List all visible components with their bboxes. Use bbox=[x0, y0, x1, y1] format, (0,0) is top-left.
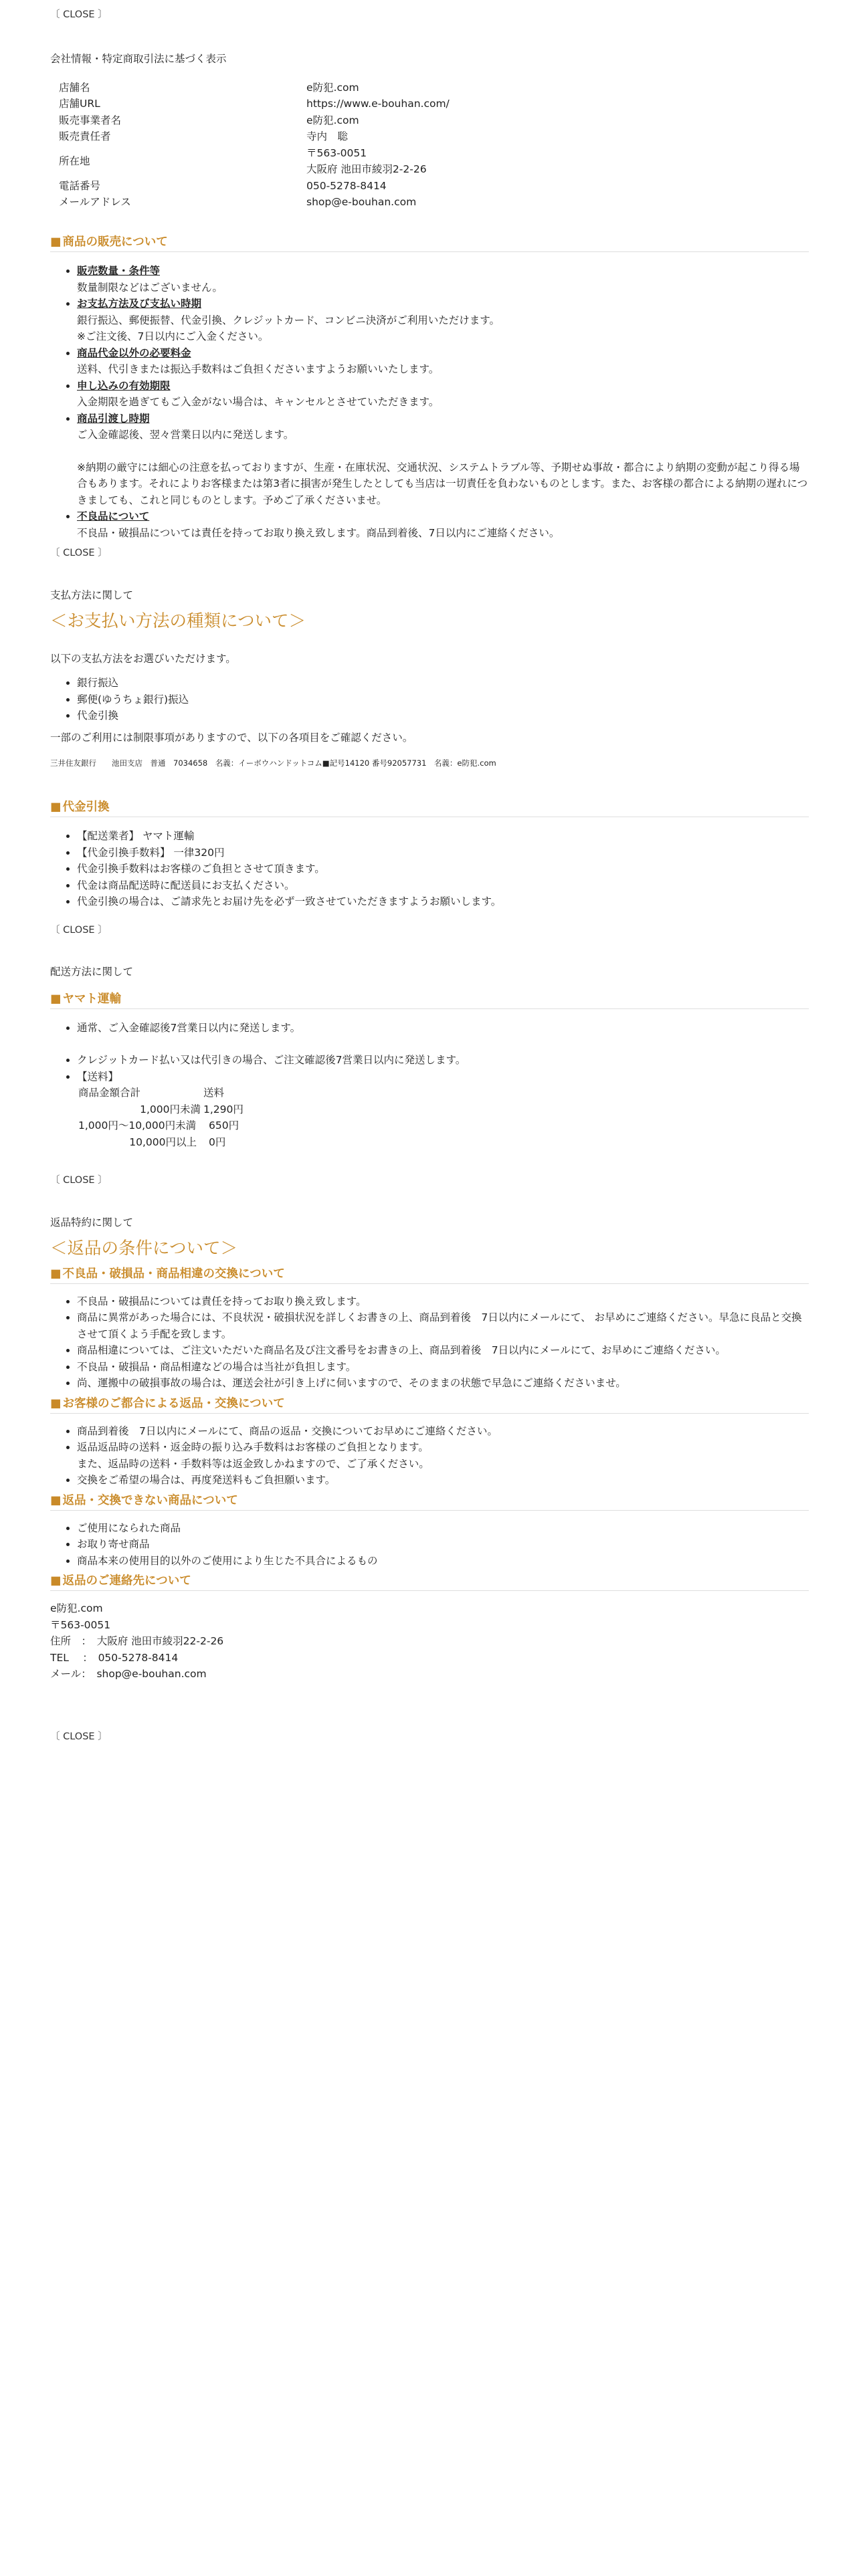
row-value: 寺内 聡 bbox=[306, 130, 349, 142]
item-line: ご入金確認後、翌々営業日以内に発送します。 bbox=[77, 429, 294, 441]
square-icon: ■ bbox=[50, 800, 62, 814]
row-value: 〒563-0051 bbox=[306, 146, 367, 159]
cod-section bbox=[50, 799, 809, 910]
list-line: • 返品返品時の送料・返金時の振り込み手数料はお客様のご負担となります。 bbox=[77, 1441, 429, 1453]
company-intro: 会社情報・特定商取引法に基づく表示 bbox=[50, 53, 227, 65]
list-item bbox=[77, 296, 809, 345]
list-item: • 【代金引換手数料】 一律320円 bbox=[77, 845, 809, 861]
row-value: e防犯.com bbox=[306, 114, 359, 126]
returns-list-2 bbox=[50, 1423, 809, 1489]
square-icon: ■ bbox=[50, 1267, 62, 1281]
returns-heading-3-text: 返品・交換できない商品について bbox=[62, 1493, 238, 1507]
fee-range: 1,000円〜10,000円未満 bbox=[78, 1119, 197, 1132]
cod-heading-text: 代金引換 bbox=[62, 800, 110, 814]
item-title: • お支払方法及び支払い時期 bbox=[77, 298, 202, 310]
row-value-2: 大阪府 池田市綾羽2-2-26 bbox=[306, 163, 427, 175]
list-item bbox=[77, 411, 809, 509]
returns-heading-2 bbox=[50, 1396, 809, 1414]
list-item: • 【送料】 bbox=[77, 1069, 809, 1085]
close-button[interactable]: 〔 CLOSE 〕 bbox=[50, 548, 108, 558]
fee-table bbox=[78, 1085, 244, 1150]
sales-heading bbox=[50, 234, 809, 252]
list-item: • 尚、運搬中の破損事故の場合は、運送会社が引き上げに伺いますので、そのままの状態で早急にご連絡くださいませ。 bbox=[77, 1375, 809, 1392]
list-item: • 代金引換の場合は、ご請求先とお届け先を必ず一致させていただきますようお願いします。 bbox=[77, 893, 809, 910]
list-item: • 銀行振込 bbox=[77, 675, 809, 691]
item-line: ※ご注文後、7日以内にご入金ください。 bbox=[77, 330, 269, 342]
table-row bbox=[59, 128, 450, 145]
returns-heading-2-text: お客様のご都合による返品・交換について bbox=[62, 1396, 285, 1410]
item-title: • 商品代金以外の必要料金 bbox=[77, 346, 191, 359]
row-key: 販売責任者 bbox=[59, 130, 111, 142]
fee-range: 10,000円以上 bbox=[129, 1136, 197, 1148]
table-row bbox=[59, 194, 450, 211]
list-item: • 商品に異常があった場合には、不良状況・破損状況を詳しくお書きの上、商品到着後 7日以内にメールにて、 お早めにご連絡ください。早急に良品と交換させて頂くよう手配を致します。 bbox=[77, 1309, 809, 1342]
item-title: • 販売数量・条件等 bbox=[77, 265, 161, 277]
item-line: 送料、代引きまたは振込手数料はご負担くださいますようお願いいたします。 bbox=[77, 363, 440, 375]
close-button[interactable]: 〔 CLOSE 〕 bbox=[50, 1731, 108, 1742]
fee-value: 1,290円 bbox=[203, 1103, 244, 1115]
contact-line: 住所 ： 大阪府 池田市綾羽22-2-26 bbox=[50, 1635, 224, 1647]
close-button[interactable]: 〔 CLOSE 〕 bbox=[50, 925, 108, 936]
shipping-heading-text: ヤマト運輸 bbox=[62, 992, 122, 1006]
shipping-list-2 bbox=[50, 1052, 809, 1085]
payment-methods bbox=[50, 675, 809, 724]
payment-lead: 以下の支払方法をお選びいただけます。 bbox=[50, 652, 236, 665]
returns-intro: 返品特約に関して bbox=[50, 1216, 134, 1228]
table-row bbox=[78, 1101, 244, 1118]
list-item: • 郵便(ゆうちょ銀行)振込 bbox=[77, 691, 809, 708]
list-item: • 代金は商品配送時に配送員にお支払ください。 bbox=[77, 877, 809, 894]
returns-list-3 bbox=[50, 1520, 809, 1570]
cod-heading bbox=[50, 799, 809, 817]
square-icon: ■ bbox=[50, 235, 62, 249]
payment-section bbox=[50, 587, 809, 772]
company-section bbox=[50, 51, 809, 211]
list-item bbox=[77, 263, 809, 296]
row-key: 電話番号 bbox=[59, 179, 101, 192]
item-note: ※納期の厳守には細心の注意を払っておりますが、生産・在庫状況、交通状況、システムトラブル等、予期せぬ事故・都合により納期の変動が起こり得る場合もあります。それによりお客様または第3者に損害が発生したとしても当店は一切責任を負わないものとします。また、お客様の都合による納期の遅れにつきましても、これと同じものとします。予めご了承くださいませ。 bbox=[77, 461, 808, 506]
square-icon: ■ bbox=[50, 1493, 62, 1507]
row-key: メールアドレス bbox=[59, 196, 131, 208]
returns-section bbox=[50, 1214, 809, 1683]
item-line: 数量制限などはございません。 bbox=[77, 281, 223, 294]
shipping-section bbox=[50, 964, 809, 1150]
table-row bbox=[59, 112, 450, 129]
returns-list-1 bbox=[50, 1293, 809, 1392]
item-title: • 申し込みの有効期限 bbox=[77, 379, 171, 392]
returns-heading-4-text: 返品のご連絡先について bbox=[62, 1574, 191, 1588]
list-item bbox=[77, 1439, 809, 1472]
table-row bbox=[59, 96, 450, 112]
contact-line: TEL ： 050-5278-8414 bbox=[50, 1651, 179, 1664]
returns-heading-4 bbox=[50, 1573, 809, 1591]
item-line: 銀行振込、郵便振替、代金引換、クレジットカード、コンビニ決済がご利用いただけます。 bbox=[77, 314, 500, 326]
row-key: 所在地 bbox=[59, 154, 90, 167]
row-value: e防犯.com bbox=[306, 81, 359, 94]
fee-head-fee: 送料 bbox=[203, 1087, 225, 1099]
row-key: 店舗URL bbox=[59, 98, 100, 110]
returns-heading-1-text: 不良品・破損品・商品相違の交換について bbox=[62, 1267, 285, 1281]
payment-note: 一部のご利用には制限事項がありますので、以下の各項目をご確認ください。 bbox=[50, 731, 413, 744]
list-item: • 不良品・破損品・商品相違などの場合は当社が負担します。 bbox=[77, 1359, 809, 1376]
sales-list bbox=[50, 263, 809, 541]
list-item: • 商品相違については、ご注文いただいた商品名及び注文番号をお書きの上、商品到着後 7日以内にメールにて、お早めにご連絡ください。 bbox=[77, 1342, 809, 1359]
contact-line: e防犯.com bbox=[50, 1602, 103, 1614]
close-button[interactable]: 〔 CLOSE 〕 bbox=[50, 1175, 108, 1186]
row-value[interactable]: https://www.e-bouhan.com/ bbox=[306, 98, 450, 110]
row-key: 店舗名 bbox=[59, 81, 90, 94]
item-line: 入金期限を過ぎてもご入金がない場合は、キャンセルとさせていただきます。 bbox=[77, 396, 440, 408]
list-item: • 代金引換手数料はお客様のご負担とさせて頂きます。 bbox=[77, 861, 809, 877]
table-row bbox=[78, 1085, 244, 1101]
item-title: • 不良品について bbox=[77, 510, 150, 522]
sales-heading-text: 商品の販売について bbox=[62, 235, 168, 249]
square-icon: ■ bbox=[50, 992, 62, 1006]
contact-block bbox=[50, 1600, 809, 1683]
table-row bbox=[59, 178, 450, 195]
list-item: • 【配送業者】 ヤマト運輸 bbox=[77, 828, 809, 845]
item-line: 不良品・破損品については責任を持ってお取り換え致します。商品到着後、7日以内にご連絡ください。 bbox=[77, 526, 560, 539]
shipping-heading bbox=[50, 991, 809, 1009]
list-item: • ご使用になられた商品 bbox=[77, 1520, 809, 1537]
list-item bbox=[77, 378, 809, 411]
returns-heading-1 bbox=[50, 1266, 809, 1284]
list-item bbox=[77, 508, 809, 541]
row-value: 050-5278-8414 bbox=[306, 179, 387, 192]
square-icon: ■ bbox=[50, 1574, 62, 1588]
table-row bbox=[59, 145, 450, 178]
list-item: • 通常、ご入金確認後7営業日以内に発送します。 bbox=[77, 1020, 809, 1037]
list-item: • 不良品・破損品については責任を持ってお取り換え致します。 bbox=[77, 1293, 809, 1310]
row-key: 販売事業者名 bbox=[59, 114, 122, 126]
cod-list bbox=[50, 828, 809, 910]
list-item bbox=[77, 345, 809, 378]
returns-title: ＜返品の条件について＞ bbox=[50, 1238, 237, 1259]
list-item: • 商品本来の使用目的以外のご使用により生じた不具合によるもの bbox=[77, 1553, 809, 1570]
contact-line: 〒563-0051 bbox=[50, 1618, 111, 1631]
row-value[interactable]: shop@e-bouhan.com bbox=[306, 196, 417, 208]
fee-head-range: 商品金額合計 bbox=[78, 1087, 141, 1099]
square-icon: ■ bbox=[50, 1396, 62, 1410]
bank-info: 三井住友銀行 池田支店 普通 7034658 名義：イーボウハンドットコム■記号14120 番号92057731 名義：e防犯.com bbox=[50, 758, 496, 768]
sales-section bbox=[50, 234, 809, 541]
contact-line: メール： shop@e-bouhan.com bbox=[50, 1668, 207, 1680]
fee-range: 1,000円未満 bbox=[140, 1103, 201, 1115]
table-row bbox=[78, 1117, 244, 1134]
fee-value: 0円 bbox=[209, 1136, 226, 1148]
list-item: • お取り寄せ商品 bbox=[77, 1536, 809, 1553]
list-line: また、返品時の送料・手数料等は返金致しかねますので、ご了承ください。 bbox=[77, 1457, 430, 1470]
table-row bbox=[78, 1134, 244, 1151]
item-title: • 商品引渡し時期 bbox=[77, 412, 150, 425]
list-item: • クレジットカード払い又は代引きの場合、ご注文確認後7営業日以内に発送します。 bbox=[77, 1052, 809, 1069]
list-item: • 交換をご希望の場合は、再度発送料もご負担願います。 bbox=[77, 1472, 809, 1489]
fee-value: 650円 bbox=[209, 1119, 240, 1132]
payment-intro: 支払方法に関して bbox=[50, 589, 134, 601]
payment-title: ＜お支払い方法の種類について＞ bbox=[50, 611, 306, 631]
shipping-intro: 配送方法に関して bbox=[50, 966, 134, 978]
close-button[interactable]: 〔 CLOSE 〕 bbox=[50, 9, 108, 20]
table-row bbox=[59, 80, 450, 96]
list-item: • 代金引換 bbox=[77, 708, 809, 724]
company-table bbox=[59, 80, 450, 211]
returns-heading-3 bbox=[50, 1493, 809, 1511]
shipping-list-1 bbox=[50, 1020, 809, 1037]
list-item: • 商品到着後 7日以内にメールにて、商品の返品・交換についてお早めにご連絡ください。 bbox=[77, 1423, 809, 1440]
